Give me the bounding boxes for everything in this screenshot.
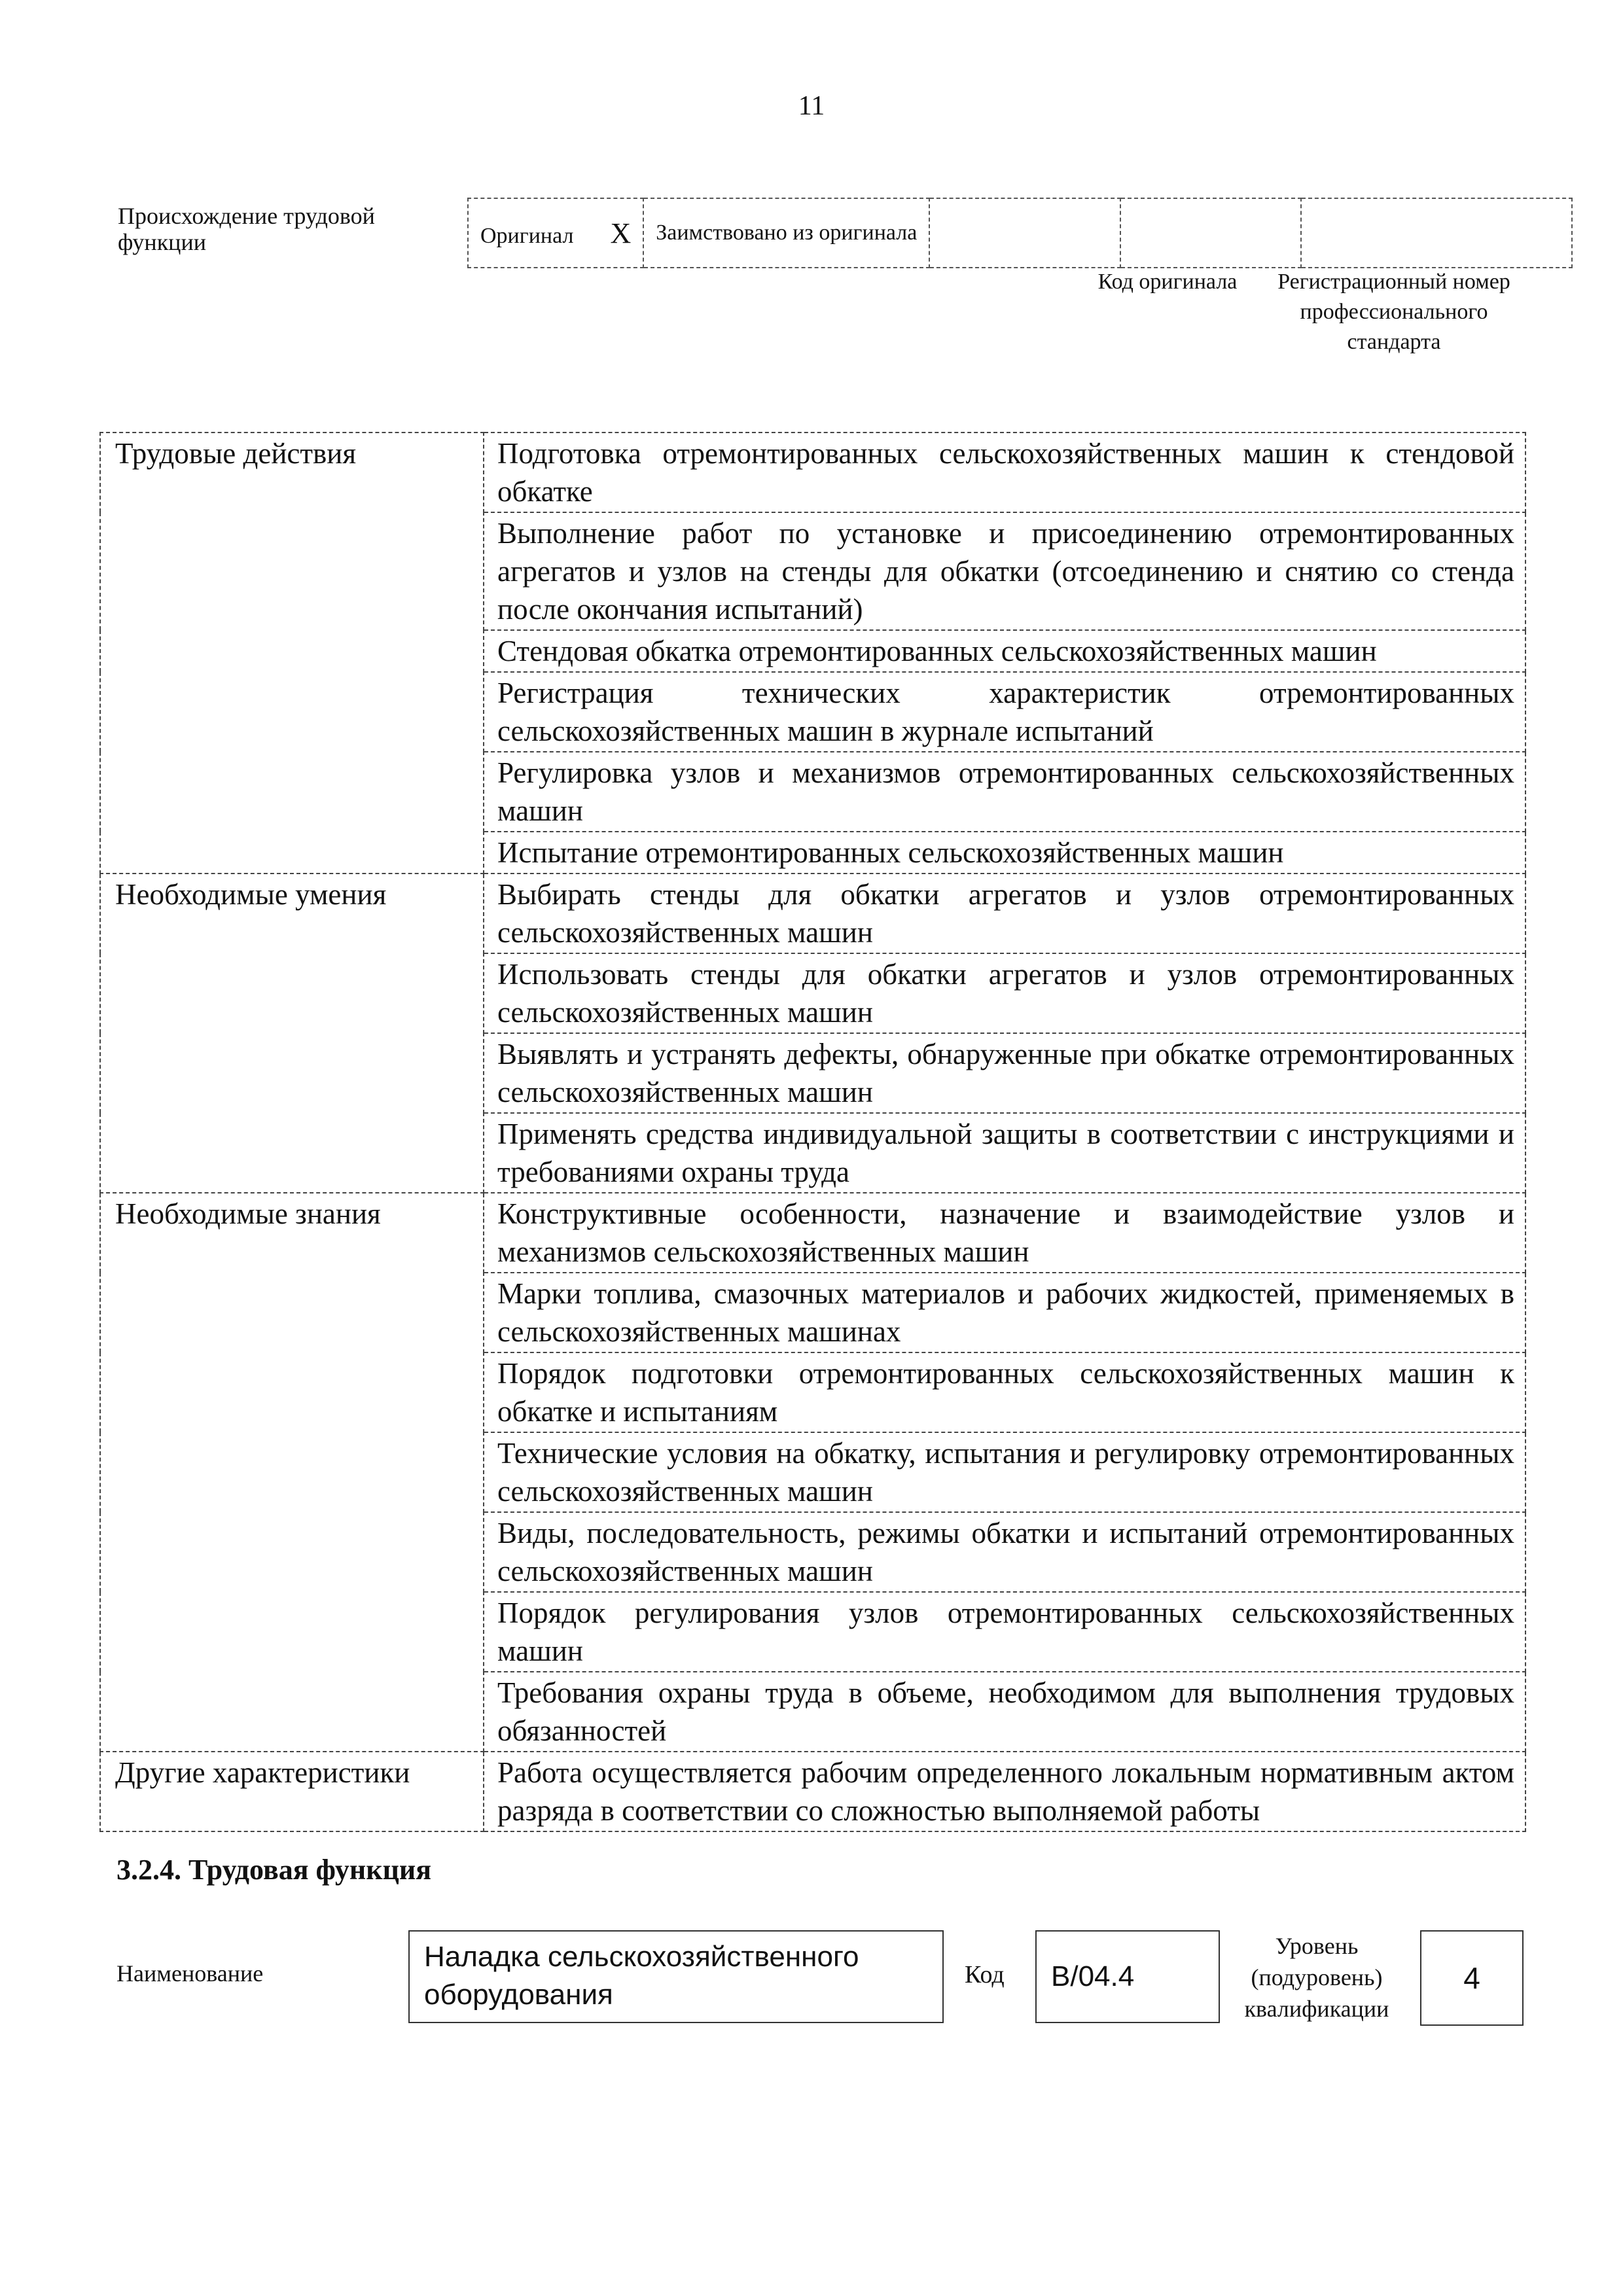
borrowed-label: Заимствовано из оригинала — [656, 221, 918, 245]
labor-actions-item: Выполнение работ по установке и присоединению отремонтированных агрегатов и узлов на стенды для обкатки (отсоединению и снятию со стенда после окончания испытаний) — [484, 512, 1525, 630]
other-characteristics-item: Работа осуществляется рабочим определенного локальным нормативным актом разряда в соответствии со сложностью выполняемой работы — [484, 1752, 1525, 1831]
code-caption: Код оригинала — [1097, 270, 1238, 294]
knowledge-item: Требования охраны труда в объеме, необходимом для выполнения трудовых обязанностей — [484, 1672, 1525, 1752]
skills-item: Выявлять и устранять дефекты, обнаруженные при обкатке отремонтированных сельскохозяйственных машин — [484, 1033, 1525, 1113]
origin-table — [467, 198, 1573, 268]
knowledge-item: Порядок регулирования узлов отремонтированных сельскохозяйственных машин — [484, 1592, 1525, 1672]
knowledge-item: Марки топлива, смазочных материалов и рабочих жидкостей, применяемых в сельскохозяйственных машинах — [484, 1273, 1525, 1352]
spacer-cell — [929, 198, 1120, 268]
original-code-cell — [1120, 198, 1301, 268]
borrowed-cell — [643, 198, 929, 268]
code-label: Код — [965, 1961, 1005, 1988]
skills-item: Применять средства индивидуальной защиты в соответствии с инструкциями и требованиями охраны труда — [484, 1113, 1525, 1193]
table-row — [100, 433, 1525, 512]
level-value: 4 — [1420, 1930, 1524, 2026]
original-label: Оригинал — [480, 223, 574, 248]
function-table — [99, 432, 1526, 1832]
function-table-body — [100, 433, 1525, 1831]
table-row — [100, 1193, 1525, 1273]
table-row — [100, 874, 1525, 953]
reg-caption: Регистрационный номер профессионального стандарта — [1277, 270, 1510, 354]
labor-actions-item: Регистрация технических характеристик отремонтированных сельскохозяйственных машин в журнале испытаний — [484, 672, 1525, 752]
page-number: 11 — [798, 91, 825, 121]
knowledge-item: Порядок подготовки отремонтированных сельскохозяйственных машин к обкатке и испытаниям — [484, 1352, 1525, 1432]
origin-label: Происхождение трудовой функции — [118, 203, 375, 255]
skills-item: Использовать стенды для обкатки агрегатов и узлов отремонтированных сельскохозяйственных машин — [484, 953, 1525, 1033]
skills-item: Выбирать стенды для обкатки агрегатов и узлов отремонтированных сельскохозяйственных машин — [484, 874, 1525, 953]
skills-label: Необходимые умения — [100, 874, 484, 1193]
knowledge-item: Конструктивные особенности, назначение и взаимодействие узлов и механизмов сельскохозяйственных машин — [484, 1193, 1525, 1273]
knowledge-label: Необходимые знания — [100, 1193, 484, 1752]
table-row — [100, 1752, 1525, 1831]
labor-actions-item: Стендовая обкатка отремонтированных сельскохозяйственных машин — [484, 630, 1525, 672]
name-label: Наименование — [116, 1960, 264, 1987]
labor-actions-label: Трудовые действия — [100, 433, 484, 874]
code-value: B/04.4 — [1035, 1930, 1220, 2023]
name-value: Наладка сельскохозяйственного оборудования — [408, 1930, 944, 2023]
section-title: 3.2.4. Трудовая функция — [116, 1854, 432, 1886]
knowledge-item: Виды, последовательность, режимы обкатки и испытаний отремонтированных сельскохозяйственных машин — [484, 1512, 1525, 1592]
original-mark: X — [610, 217, 632, 249]
labor-actions-item: Испытание отремонтированных сельскохозяйственных машин — [484, 832, 1525, 874]
reg-number-cell — [1301, 198, 1572, 268]
knowledge-item: Технические условия на обкатку, испытания и регулировку отремонтированных сельскохозяйственных машин — [484, 1432, 1525, 1512]
labor-actions-item: Регулировка узлов и механизмов отремонтированных сельскохозяйственных машин — [484, 752, 1525, 832]
level-label: Уровень (подуровень) квалификации — [1244, 1933, 1389, 2022]
original-cell — [468, 198, 643, 268]
other-characteristics-label: Другие характеристики — [100, 1752, 484, 1831]
labor-actions-item: Подготовка отремонтированных сельскохозяйственных машин к стендовой обкатке — [484, 433, 1525, 512]
